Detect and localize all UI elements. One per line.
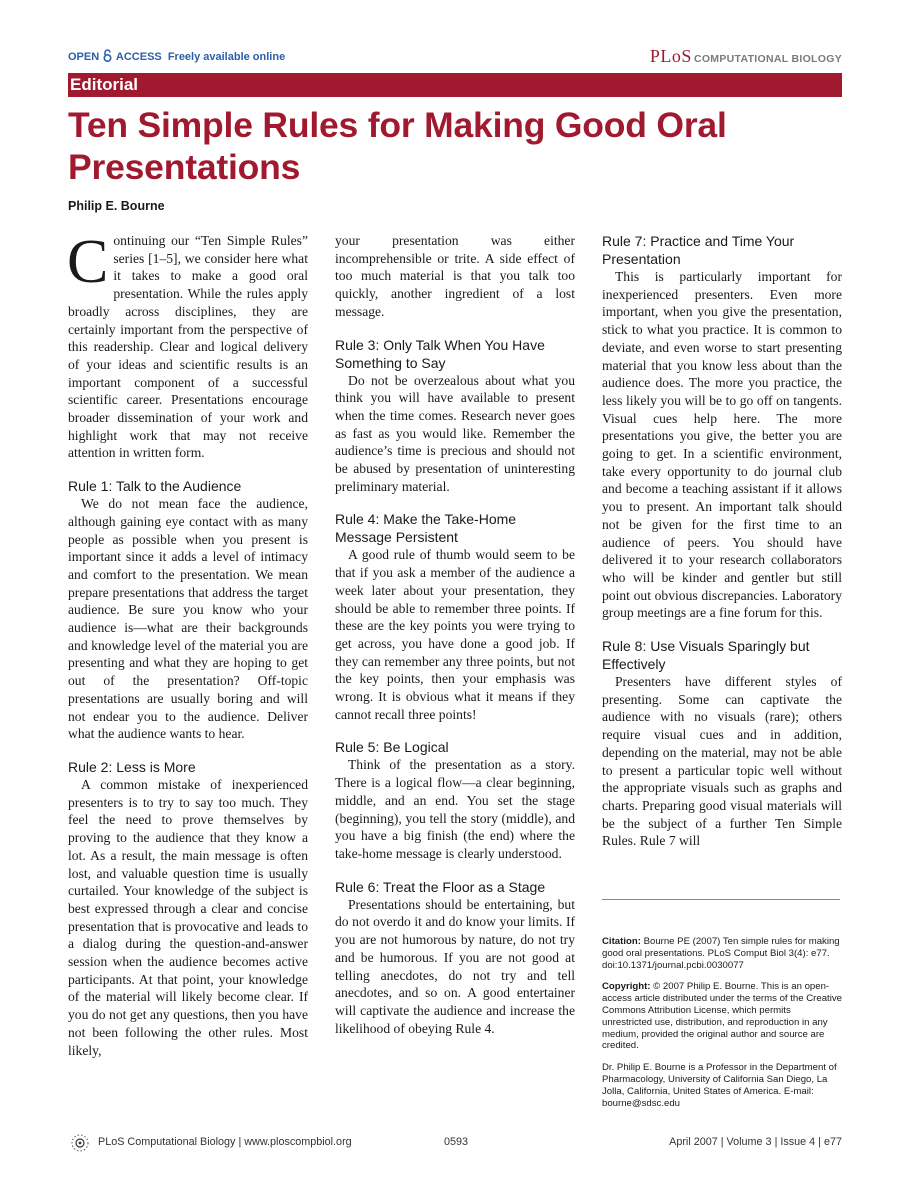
rule-4-text: A good rule of thumb would seem to be that if you ask a member of the audience a week later about your presentation, they should be able to remember three points. If these are the key points you were trying to get across, you have done a good job. If they can remember any three points, but not the key points, then your emphasis was wrong. It is obvious what it means if they cannot recall three points! [335, 547, 575, 722]
rule-1-text: We do not mean face the audience, although gaining eye contact with as many people as possible when you present is important since it adds a level of intimacy and comfort to the presentation. We mean prepare presentations that address the target audience. Be sure you know who your audience is—what are their backgrounds and knowledge level of the material you are presenting and what they are hoping to get out of the presentation? Off-topic presentations are usually boring and will not endear you to the audience. Deliver what the audience wants to hear. [68, 496, 308, 742]
plos-logo-text: PLoS [649, 46, 692, 66]
text-column-2 [335, 232, 575, 1037]
footer-issue: April 2007 | Volume 3 | Issue 4 | e77 [669, 1136, 842, 1148]
citation-divider [602, 899, 840, 900]
section-bar [68, 73, 842, 97]
copyright-entry [602, 981, 842, 1052]
rule-6-text: Presentations should be entertaining, but do not overdo it and do know your limits. If you are not humorous by nature, do not try and be humorous. If you are not good at telling anecdotes, do not try and tell anecdotes, and so on. A good entertainer will captivate the audience and increase the likelihood of obeying Rule 4. [335, 896, 575, 1036]
citation-entry [602, 936, 842, 971]
rule-4-heading: Rule 4: Make the Take-Home Message Persistent [335, 511, 517, 546]
open-lock-icon [103, 49, 112, 62]
journal-logo [650, 46, 842, 67]
page-footer [68, 1132, 842, 1154]
drop-cap: C [67, 228, 109, 296]
section-label: Editorial [70, 75, 139, 94]
open-access-badge [68, 49, 285, 63]
citation-box [602, 936, 842, 1119]
copyright-text: © 2007 Philip E. Bourne. This is an open-access article distributed under the terms of the Creative Commons Attribution License, which permits unrestricted use, distribution, and reproduction in any medium, provided the original author and source are credited. [602, 981, 842, 1052]
page-header [68, 46, 842, 68]
footer-journal: PLoS Computational Biology | www.ploscompbiol.org [98, 1136, 352, 1148]
rule-3-text: Do not be overzealous about what you think you will have available to present when the time comes. Research never goes as fast as you would like. Remember the audience’s time is precious and should not be abused by presentation of uninteresting preliminary material. [335, 372, 575, 494]
rule-3-heading: Rule 3: Only Talk When You Have Something to Say [335, 336, 545, 371]
intro-paragraph [67, 228, 308, 462]
text-column-1 [67, 228, 308, 1059]
intro-text: ontinuing our “Ten Simple Rules” series [1–5], we consider here what it takes to make a good oral presentation. While the rules apply broadly across disciplines, they are certainly important from the perspective of this readership. Clear and logical delivery of your ideas and scientific results is an important component of a successful scientific career. Presentations encourage broader dissemination of your work and highlight work that may not receive attention in written form. [68, 233, 308, 461]
rule-8-text: Presenters have different styles of presenting. Some can captivate the audience with no visuals (rare); others require visual cues and in addition, depending on the material, may not be able to present a particular topic well without the appropriate visuals such as graphs and charts. Preparing good visual materials will be the subject of a further Ten Simple Rules. Rule 7 will [602, 674, 842, 849]
copyright-label: Copyright: [602, 981, 651, 993]
text-column-3 [602, 232, 842, 850]
rule-2-text-continued: your presentation was either incomprehensible or trite. A side effect of too much material is that you talk too quickly, another ingredient of a lost message. [335, 233, 575, 319]
open-access-right: ACCESS [115, 51, 162, 63]
freely-available-label: Freely available online [167, 51, 286, 63]
article-author: Philip E. Bourne [68, 199, 165, 213]
citation-label: Citation: [602, 936, 641, 947]
journal-name: COMPUTATIONAL BIOLOGY [693, 53, 842, 65]
rule-2-text: A common mistake of inexperienced presenters is to try to say too much. They feel the need to prove themselves by proving to the audience that they know a lot. As a result, the main message is often lost, and valuable question time is usually curtailed. Your knowledge of the subject is best expressed through a clear and concise presentation that is provocative and leads to a dialog during the question-and-answer session when the audience becomes active participants. At that point, your knowledge of the material will likely become clear. If you do not get any questions, then you have not been following the other rules. Most likely, [68, 776, 308, 1058]
rule-7-text: This is particularly important for inexperienced presenters. Even more important, when you give the presentation, stick to what you practice. It is common to deviate, and even worse to start presenting material that you know less about than the audience does. The more you practice, the less likely you will be to go off on tangents. Visual cues help here. The more presentations you give, the better you are going to get. In a scientific environment, take every opportunity to do journal club and become a teaching assistant if it allows you to present. An important talk should not be given for the first time to an audience of peers. You should have delivered it to your research collaborators who will be kinder and gentler but still point out obvious discrepancies. Laboratory group meetings are a fine forum for this. [602, 269, 842, 621]
rule-5-heading: Rule 5: Be Logical [335, 739, 449, 756]
rule-2-heading: Rule 2: Less is More [68, 758, 196, 775]
article-title: Ten Simple Rules for Making Good Oral Presentations [68, 105, 727, 187]
rule-8-heading: Rule 8: Use Visuals Sparingly but Effectively [602, 638, 810, 673]
rule-6-heading: Rule 6: Treat the Floor as a Stage [335, 878, 546, 895]
citation-text: Bourne PE (2007) Ten simple rules for making good oral presentations. PLoS Comput Biol 3(4): e77. doi:10.1371/journal.pcbi.0030077 [602, 936, 840, 971]
plos-footer-logo-icon [68, 1132, 92, 1154]
open-access-left: OPEN [68, 51, 100, 63]
rule-5-text: Think of the presentation as a story. There is a logical flow—a clear beginning, middle, and an end. You set the stage (beginning), you tell the story (middle), and you have a big finish (the end) where the take-home message is clearly understood. [335, 757, 575, 861]
rule-1-heading: Rule 1: Talk to the Audience [68, 478, 242, 495]
footer-page-number: 0593 [444, 1136, 469, 1148]
rule-7-heading: Rule 7: Practice and Time Your Presentation [602, 233, 795, 267]
author-affiliation: Dr. Philip E. Bourne is a Professor in the Department of Pharmacology, University of California San Diego, La Jolla, California, United States of America. E-mail: bourne@sdsc.edu [602, 1062, 837, 1109]
